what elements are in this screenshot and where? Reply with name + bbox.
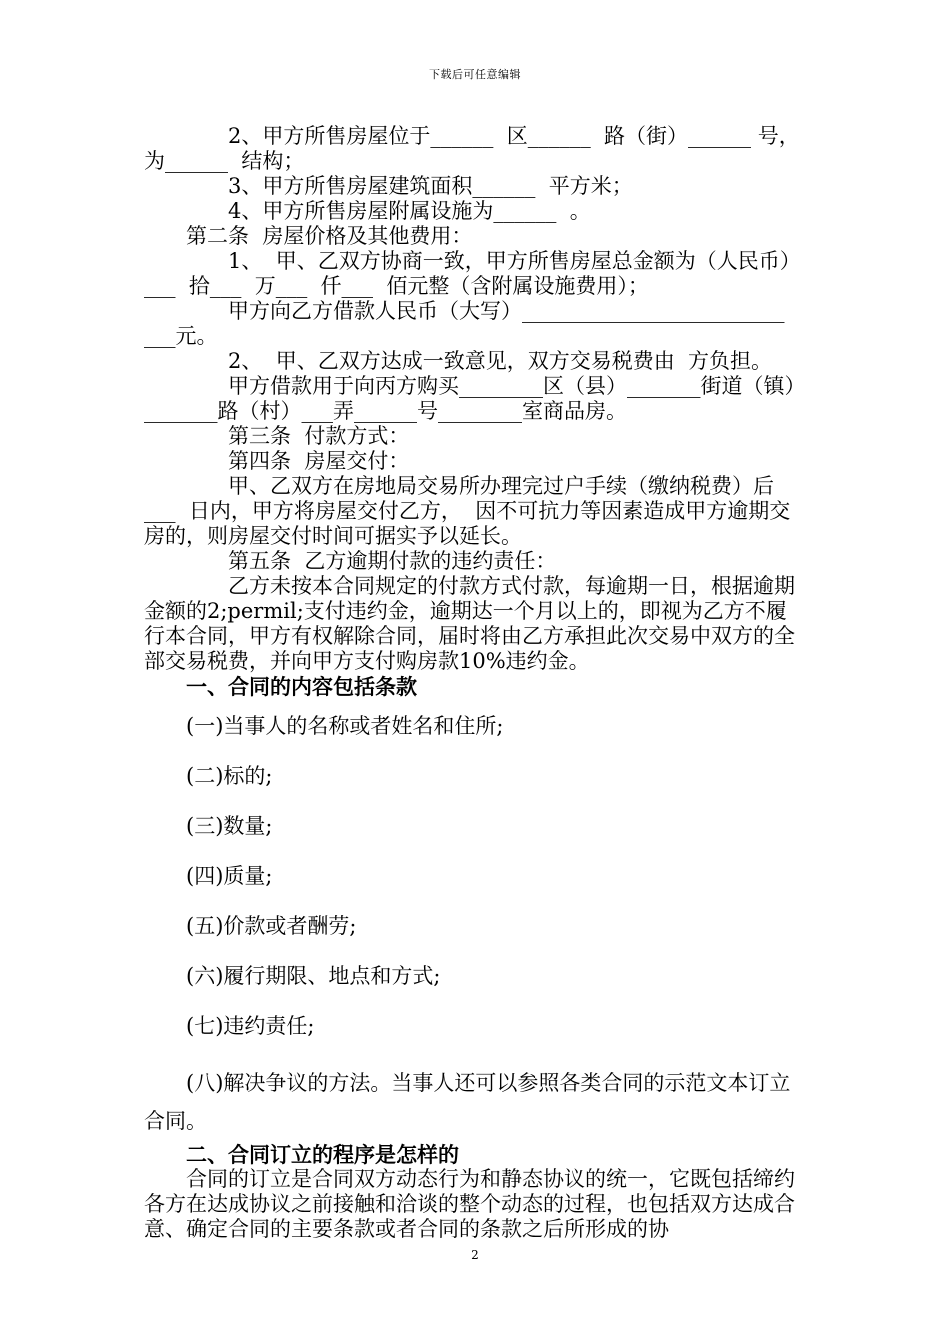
price-clause-1: 1、 甲、乙双方协商一致，甲方所售房屋总金额为（人民币）___ 拾___ 万___ 仟___ 佰元整（含附属设施费用）；: [144, 249, 801, 298]
section-2-heading: 二、合同订立的程序是怎样的: [186, 1142, 459, 1167]
section-1-heading: 一、合同的内容包括条款: [186, 674, 417, 699]
price-clause-2: 2、 甲、乙双方达成一致意见，双方交易税费由 方负担。: [228, 349, 773, 373]
article-5-title: 第五条 乙方逾期付款的违约责任：: [228, 549, 557, 573]
list-item: (二)标的;: [186, 764, 273, 788]
section-2-body: 合同的订立是合同双方动态行为和静态协议的统一，它既包括缔约各方在达成协议之前接触和洽谈的整个动态的过程，也包括双方达成合意、确定合同的主要条款或者合同的条款之后所形成的协: [144, 1167, 795, 1241]
clause-3: 3、甲方所售房屋建筑面积______ 平方米；: [228, 174, 633, 198]
document-body: [144, 124, 804, 1242]
list-item: (五)价款或者酬劳;: [186, 914, 357, 938]
contract-terms-list: [144, 714, 804, 1140]
article-3-title: 第三条 付款方式：: [228, 424, 410, 448]
list-item: (八)解决争议的方法。当事人还可以参照各类合同的示范文本订立合同。: [144, 1071, 791, 1133]
clause-4: 4、甲方所售房屋附属设施为______ 。: [228, 199, 591, 223]
list-item: (三)数量;: [186, 814, 273, 838]
page-header: 下载后可任意编辑: [429, 68, 521, 81]
penalty-clause: 乙方未按本合同规定的付款方式付款，每逾期一日，根据逾期金额的2;permil;支付违约金，逾期达一个月以上的，即视为乙方不履行本合同，甲方有权解除合同，届时将由乙方承担此次交易中双方的全部交易税费，并向甲方支付购房款10%违约金。: [144, 574, 795, 673]
article-4-title: 第四条 房屋交付：: [228, 449, 410, 473]
article-2-title: 第二条 房屋价格及其他费用：: [186, 224, 473, 248]
list-item: (七)违约责任;: [186, 1014, 315, 1038]
loan-purpose: 甲方借款用于向丙方购买________区（县）_______街道（镇）_______路（村）___弄______号________室商品房。: [144, 374, 795, 423]
loan-amount: 甲方向乙方借款人民币（大写）_________________________ ___元。: [144, 299, 792, 348]
delivery-clause: 甲、乙双方在房地局交易所办理完过户手续（缴纳税费）后 ___ 日内，甲方将房屋交付乙方， 因不可抗力等因素造成甲方逾期交房的，则房屋交付时间可据实予以延长。: [144, 474, 791, 548]
list-item: (六)履行期限、地点和方式;: [186, 964, 441, 988]
list-item: (一)当事人的名称或者姓名和住所;: [186, 714, 504, 738]
list-item: (四)质量;: [186, 864, 273, 888]
clause-2: 2、甲方所售房屋位于______ 区______ 路（街）______ 号，为______ 结构；: [144, 124, 800, 173]
page-number: 2: [471, 1248, 479, 1262]
